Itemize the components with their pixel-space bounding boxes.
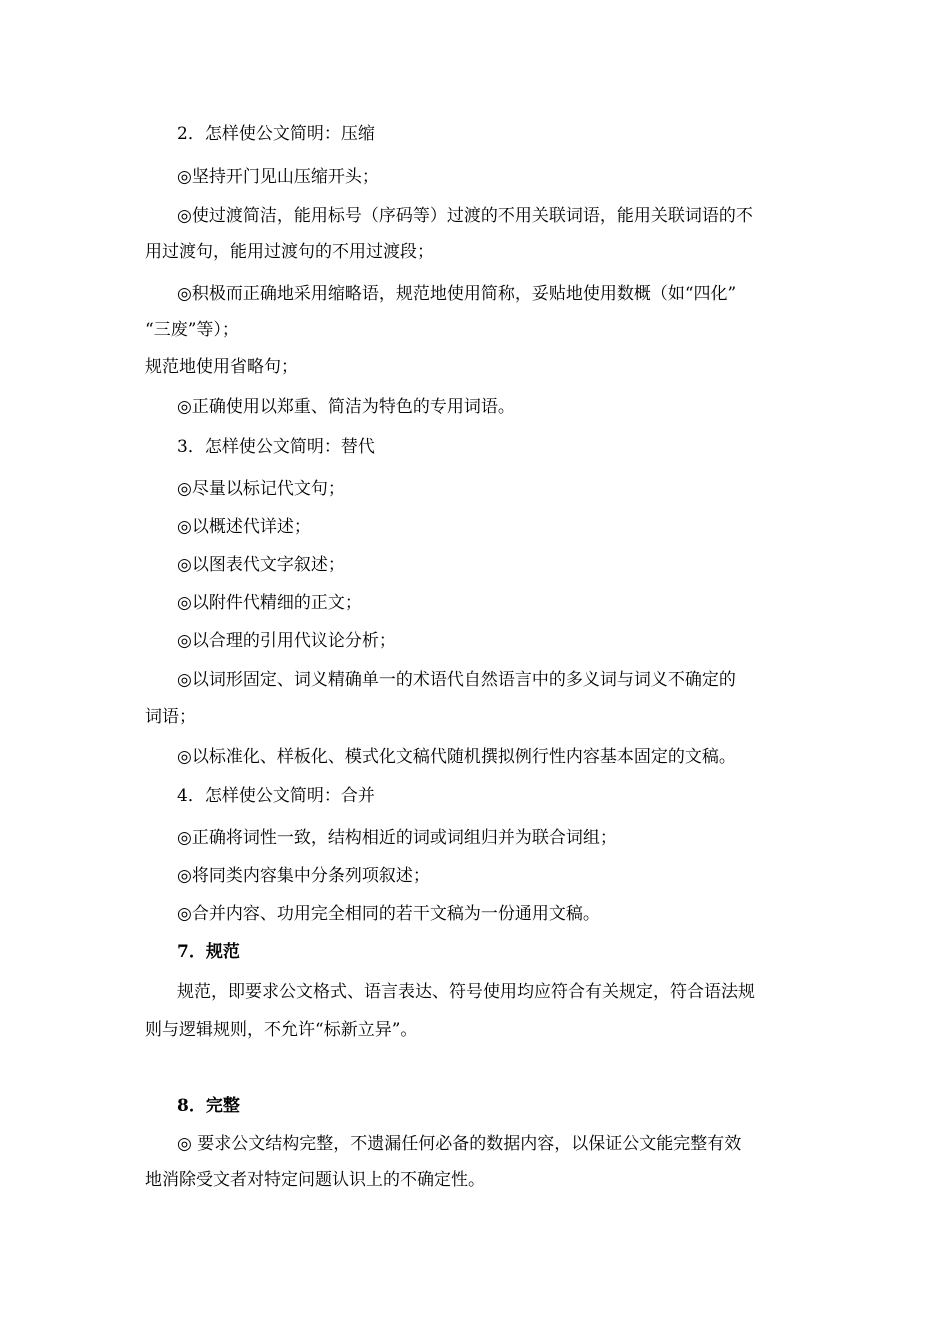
section-heading-compress: 2．怎样使公文简明：压缩 bbox=[177, 124, 375, 144]
list-item: ◎正确使用以郑重、简洁为特色的专用词语。 bbox=[177, 397, 515, 417]
list-item: ◎以标准化、样板化、模式化文稿代随机撰拟例行性内容基本固定的文稿。 bbox=[177, 747, 736, 767]
list-item: ◎坚持开门见山压缩开头； bbox=[177, 167, 379, 187]
list-item: ◎正确将词性一致，结构相近的词或词组归并为联合词组； bbox=[177, 828, 617, 848]
list-item-continuation: 词语； bbox=[145, 707, 196, 727]
list-item: ◎尽量以标记代文句； bbox=[177, 479, 345, 499]
list-item: ◎ 要求公文结构完整，不遗漏任何必备的数据内容，以保证公文能完整有效 bbox=[177, 1134, 742, 1154]
list-item-continuation: 地消除受文者对特定问题认识上的不确定性。 bbox=[145, 1170, 485, 1190]
list-item: ◎使过渡简洁，能用标号（序码等）过渡的不用关联词语，能用关联词语的不 bbox=[177, 206, 753, 226]
list-item: ◎合并内容、功用完全相同的若干文稿为一份通用文稿。 bbox=[177, 904, 600, 924]
list-item: ◎以合理的引用代议论分析； bbox=[177, 631, 396, 651]
paragraph-line: 规范，即要求公文格式、语言表达、符号使用均应符合有关规定，符合语法规 bbox=[177, 982, 755, 1002]
paragraph-line: 则与逻辑规则，不允许“标新立异”。 bbox=[145, 1020, 418, 1040]
list-item: ◎积极而正确地采用缩略语，规范地使用简称，妥贴地使用数概（如“四化” bbox=[177, 284, 737, 304]
section-heading-complete: 8．完整 bbox=[177, 1096, 240, 1116]
section-heading-replace: 3．怎样使公文简明：替代 bbox=[177, 437, 375, 457]
list-item: ◎以概述代详述； bbox=[177, 517, 311, 537]
section-heading-merge: 4．怎样使公文简明：合并 bbox=[177, 786, 375, 806]
list-item: ◎以词形固定、词义精确单一的术语代自然语言中的多义词与词义不确定的 bbox=[177, 670, 736, 690]
section-heading-standard: 7．规范 bbox=[177, 942, 240, 962]
list-item-continuation: “三废”等）； bbox=[145, 320, 239, 340]
list-item: ◎以图表代文字叙述； bbox=[177, 555, 345, 575]
list-item-continuation: 用过渡句，能用过渡句的不用过渡段； bbox=[145, 242, 434, 262]
list-item: ◎将同类内容集中分条列项叙述； bbox=[177, 866, 430, 886]
paragraph-line: 规范地使用省略句； bbox=[145, 357, 298, 377]
list-item: ◎以附件代精细的正文； bbox=[177, 593, 362, 613]
